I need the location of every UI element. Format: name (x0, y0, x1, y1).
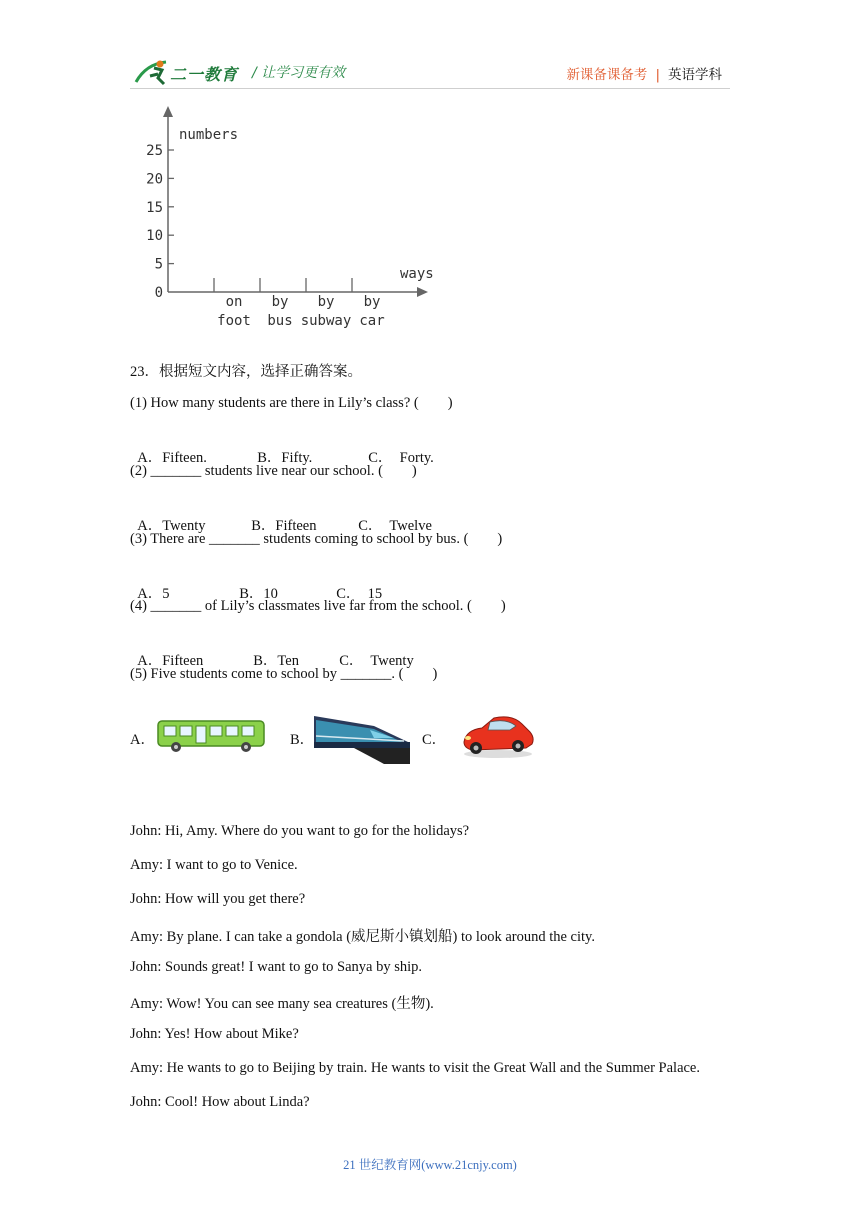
y-tick-label: 5 (154, 256, 163, 273)
header-divider (130, 88, 730, 89)
picture-options (130, 712, 550, 768)
question-3: (3) There are _______ students coming to school by bus. ( ) (130, 531, 503, 547)
transport-chart (130, 100, 450, 335)
header-separator: | (655, 67, 660, 83)
dialogue-line: Amy: Wow! You can see many sea creatures (生物). (130, 996, 434, 1012)
y-tick-label: 10 (146, 228, 163, 245)
dialogue-line: John: Cool! How about Linda? (130, 1094, 310, 1110)
logo-text: 二一教育 (170, 65, 239, 84)
dialogue-line: John: How will you get there? (130, 891, 306, 907)
option-c[interactable]: C． Forty. (368, 450, 434, 466)
x-tick-label: foot (217, 313, 251, 329)
y-tick-label: 20 (146, 171, 163, 188)
y-axis-arrow (163, 106, 173, 117)
question-2: (2) _______ students live near our school. ( ) (130, 463, 417, 479)
question-title: 23．根据短文内容，选择正确答案。 (130, 364, 362, 380)
header-right (566, 63, 722, 83)
x-axis-label: ways (400, 266, 434, 282)
x-tick-label: by (271, 294, 289, 310)
dialogue-line: Amy: He wants to go to Beijing by train. He wants to visit the Great Wall and the Summer Palace. (130, 1060, 700, 1076)
x-tick-label: on (225, 294, 243, 310)
option-c[interactable]: C． Twenty (339, 653, 414, 669)
option-a[interactable]: A．Fifteen. (137, 450, 207, 466)
options-1 (130, 429, 434, 467)
dialogue-line: John: Sounds great! I want to go to Sanya by ship. (130, 959, 422, 975)
question-1: (1) How many students are there in Lily’s class? ( ) (130, 395, 453, 411)
y-tick-label: 15 (146, 199, 163, 216)
question-4: (4) _______ of Lily’s classmates live far from the school. ( ) (130, 598, 506, 614)
question-5: (5) Five students come to school by _______. ( ) (130, 666, 438, 682)
pic-label-a[interactable]: A． (130, 732, 155, 748)
x-tick-label: bus (267, 313, 293, 329)
x-tick-label: car (359, 313, 385, 329)
train-icon (314, 712, 410, 766)
option-c[interactable]: C． 15 (336, 586, 383, 602)
page-header (0, 56, 860, 90)
header-tagline: 新课备课备考 (566, 67, 648, 83)
option-a[interactable]: A．Twenty (137, 518, 206, 534)
option-a[interactable]: A．Fifteen (137, 653, 204, 669)
option-b[interactable]: B．Fifteen (251, 518, 317, 534)
header-subject: 英语学科 (668, 67, 722, 83)
page-footer: 21 世纪教育网(www.21cnjy.com) (343, 1158, 517, 1172)
bus-icon (156, 718, 268, 754)
dialogue-line: John: Hi, Amy. Where do you want to go for the holidays? (130, 823, 470, 839)
options-2 (130, 497, 432, 535)
pic-label-c[interactable]: C． (422, 732, 447, 748)
dialogue-line: Amy: I want to go to Venice. (130, 857, 298, 873)
dialogue-line: Amy: By plane. I can take a gondola (威尼斯小镇划船) to look around the city. (130, 929, 595, 945)
car-icon (460, 712, 536, 760)
y-axis-label: numbers (179, 127, 239, 143)
x-tick-label: by (317, 294, 335, 310)
option-b[interactable]: B．Fifty. (257, 450, 313, 466)
x-tick-label: subway (300, 313, 352, 329)
option-a[interactable]: A．5 (137, 586, 170, 602)
pic-label-b[interactable]: B． (290, 732, 315, 748)
option-b[interactable]: B．Ten (253, 653, 299, 669)
x-axis-arrow (417, 287, 428, 297)
x-tick-label: by (363, 294, 381, 310)
slogan: / 让学习更有效 (252, 65, 346, 81)
dialogue-line: John: Yes! How about Mike? (130, 1026, 299, 1042)
options-4 (130, 632, 414, 670)
y-tick-label: 0 (154, 285, 163, 301)
option-b[interactable]: B．10 (239, 586, 278, 602)
option-c[interactable]: C． Twelve (358, 518, 432, 534)
y-tick-label: 25 (146, 143, 163, 159)
